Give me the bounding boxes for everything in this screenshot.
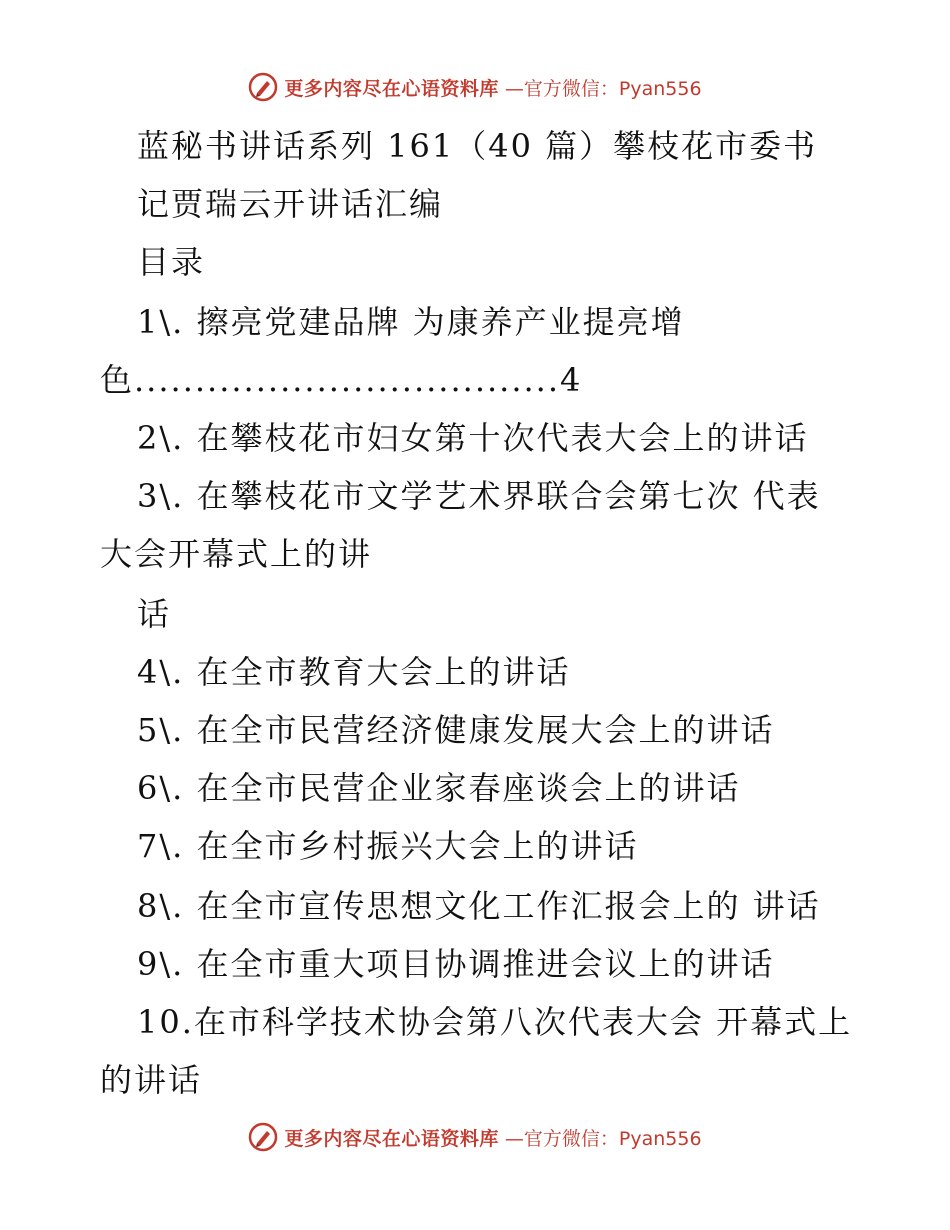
toc-item-9: 9\. 在全市重大项目协调推进会议上的讲话 — [137, 945, 775, 983]
toc-item-10-continuation: 的讲话 — [100, 1061, 203, 1099]
toc-item-3-continuation-2: 话 — [137, 595, 172, 633]
toc-heading: 目录 — [137, 243, 206, 281]
watermark-footer — [0, 1122, 950, 1152]
toc-item-3: 3\. 在攀枝花市文学艺术界联合会第七次 代表 — [137, 477, 821, 515]
document-title-line-2: 记贾瑞云开讲话汇编 — [137, 185, 444, 223]
toc-item-3-continuation: 大会开幕式上的讲 — [100, 535, 373, 573]
toc-item-1: 1\. 擦亮党建品牌 为康养产业提亮增 — [137, 303, 685, 341]
toc-item-10: 10.在市科学技术协会第八次代表大会 开幕式上 — [137, 1003, 853, 1041]
toc-item-2: 2\. 在攀枝花市妇女第十次代表大会上的讲话 — [137, 419, 809, 457]
watermark-text: 更多内容尽在心语资料库 — [284, 1127, 499, 1150]
watermark-suffix: —官方微信：Pyan556 — [504, 77, 702, 100]
toc-item-6: 6\. 在全市民营企业家春座谈会上的讲话 — [137, 769, 741, 807]
watermark-header — [0, 72, 950, 102]
toc-item-1-continuation: 色...................................4 — [100, 361, 583, 399]
watermark-text: 更多内容尽在心语资料库 — [284, 77, 499, 100]
pen-logo-icon — [248, 1122, 278, 1152]
watermark-suffix: —官方微信：Pyan556 — [504, 1127, 702, 1150]
toc-item-5: 5\. 在全市民营经济健康发展大会上的讲话 — [137, 711, 775, 749]
toc-item-7: 7\. 在全市乡村振兴大会上的讲话 — [137, 827, 639, 865]
document-title-line-1: 蓝秘书讲话系列 161（40 篇）攀枝花市委书 — [137, 127, 818, 165]
pen-logo-icon — [248, 72, 278, 102]
toc-item-8: 8\. 在全市宣传思想文化工作汇报会上的 讲话 — [137, 887, 821, 925]
toc-item-4: 4\. 在全市教育大会上的讲话 — [137, 653, 571, 691]
